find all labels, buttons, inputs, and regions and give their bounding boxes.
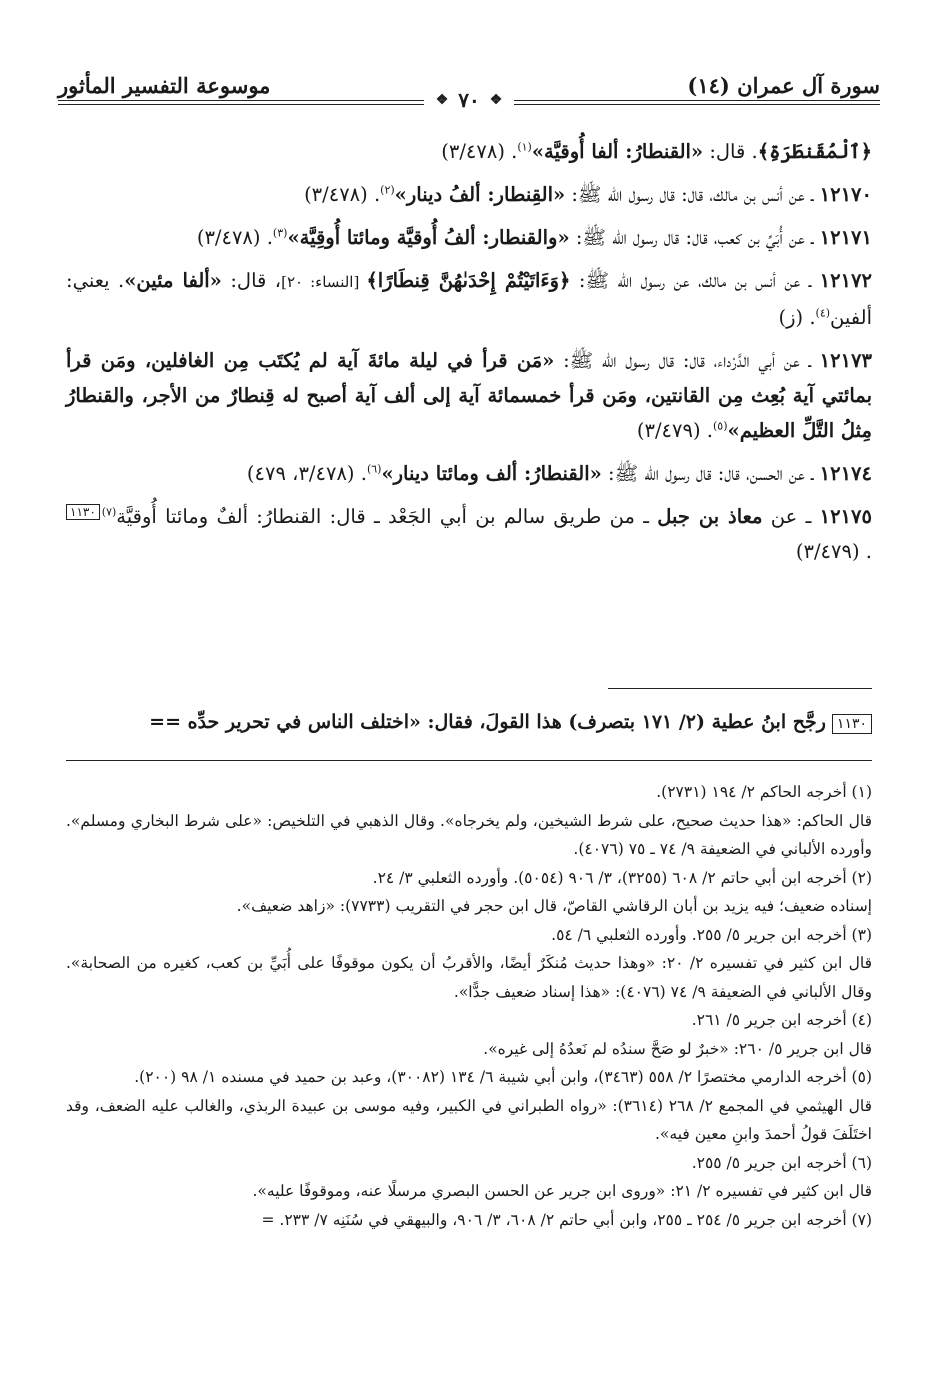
quoted-text: «والقنطار: ألفُ أُوقيَّة ومائتا أُوقِيَّة» bbox=[287, 226, 570, 249]
quoted-text: «القنطارُ: ألفا أُوقيَّة» bbox=[531, 140, 704, 163]
ornament-icon: ❖ bbox=[435, 92, 449, 108]
entry-text: ـ عن bbox=[762, 505, 820, 528]
footnote-marker: (١) bbox=[517, 140, 532, 154]
entry-number: ١٢١٧٤ bbox=[819, 462, 872, 485]
hadith-entry bbox=[66, 499, 872, 569]
volume-reference: . (٣/٤٧٩) bbox=[636, 419, 713, 442]
hadith-entry bbox=[66, 177, 872, 212]
entry-text: ـ من طريق سالم بن أبي الجَعْد ـ قال: القنطارُ: ألفٌ ومائتا أُوقيَّة bbox=[116, 505, 658, 528]
volume-reference: . (٣/٤٧٨، ٤٧٩) bbox=[246, 462, 367, 485]
volume-reference: . (ز) bbox=[778, 306, 816, 329]
footnote-marker: (٦) bbox=[366, 462, 382, 476]
entry-text: ـ عن أنس بن مالك، عن رسول الله ﷺ: bbox=[570, 269, 820, 292]
footnote-line: (٣) أخرجه ابن جرير ٥/ ٢٥٥. وأورده الثعلبي ٦/ ٥٤. bbox=[551, 925, 872, 944]
entry-text: ، قال: bbox=[221, 269, 282, 292]
footnote-line: (٦) أخرجه ابن جرير ٥/ ٢٥٥. bbox=[691, 1153, 872, 1172]
footnote-line: (٥) أخرجه الدارمي مختصرًا ٢/ ٥٥٨ (٣٤٦٣)، وابن أبي شيبة ٦/ ١٣٤ (٣٠٠٨٢)، وعبد بن حميد في مسنده ١/ ٩٨ (٢٠٠). bbox=[134, 1068, 872, 1086]
footnote-marker: (٢) bbox=[380, 183, 395, 197]
commentary-note bbox=[66, 706, 872, 738]
page-number-box bbox=[424, 88, 515, 112]
entry-number: ١٢١٧٣ bbox=[819, 349, 872, 372]
volume-reference: . (٣/٤٧٨) bbox=[196, 226, 273, 249]
entry-text: ـ عن أُبَيِّ بن كعب، قال: قال رسول الله ﷺ: bbox=[569, 226, 820, 249]
quoted-text: ﴿وَءَاتَيْتُمْ إِحْدَىٰهُنَّ قِنطَارًا﴾ bbox=[366, 269, 571, 292]
footnote-marker: (٧) bbox=[101, 505, 117, 519]
entry-number: ١٢١٧٠ bbox=[819, 183, 872, 206]
quoted-text: «القِنطار: ألفُ دينار» bbox=[394, 183, 566, 206]
quoted-text: ﴿ٱلْمُقَنطَرَةِ﴾ bbox=[757, 140, 872, 163]
page-number: ٧٠ bbox=[458, 88, 480, 112]
volume-reference: . (٣/٤٧٨) bbox=[441, 140, 518, 163]
entry-number: ١٢١٧١ bbox=[819, 226, 872, 249]
verse-reference: [النساء: ٢٠] bbox=[281, 273, 367, 291]
quoted-text: «مَن قرأ في ليلة مائةَ آية لم يُكتَب مِن الغافلين، ومَن قرأ بمائتي آية بُعِث مِن القانتين، ومَن قرأ خمسمائة آية إلى ألف آية أصبح له قِنطارٌ من الأجر، والقنطارُ مِثلُ التَّلِّ العظيم» bbox=[66, 349, 872, 442]
footnote-line: قال الحاكم: «هذا حديث صحيح، على شرط الشيخين، ولم يخرجاه». وقال الذهبي في التلخيص: «على شرط البخاري ومسلم». وأورده الألباني في الضعيفة ٩/ ٧٤ ـ ٧٥ (٤٠٧٦). bbox=[66, 811, 872, 858]
footnote-line: (٧) أخرجه ابن جرير ٥/ ٢٥٤ ـ ٢٥٥، وابن أبي حاتم ٢/ ٦٠٨، ٣/ ٩٠٦، والبيهقي في سُنَنِه ٧/ ٢٣٣. = bbox=[261, 1210, 872, 1229]
commentary-marker: ١١٣٠ bbox=[66, 504, 100, 520]
volume-reference: . (٣/٤٧٩) bbox=[795, 540, 872, 563]
footnote-line: قال ابن كثير في تفسيره ٢/ ٢٠: «وهذا حديث مُنكَرٌ أيضًا، والأقربُ أن يكون موقوفًا على أُبَيِّ بن كعب، كغيره من الصحابة». وقال الألباني في الضعيفة ٩/ ٧٤ (٤٠٧٦): «هذا إسناد ضعيف جدًّا». bbox=[66, 954, 872, 1001]
book-title: موسوعة التفسير المأثور bbox=[58, 73, 271, 98]
volume-reference: . (٣/٤٧٨) bbox=[304, 183, 381, 206]
ornament-icon: ❖ bbox=[489, 92, 503, 108]
entry-number: ١٢١٧٥ bbox=[819, 505, 872, 528]
footnote-marker: (٥) bbox=[712, 419, 728, 433]
entry-number: ١٢١٧٢ bbox=[819, 269, 872, 292]
footnote-marker: (٤) bbox=[815, 306, 831, 320]
footnotes bbox=[66, 778, 872, 1234]
entry-text: ـ عن أبي الدَّرْداء، قال: قال رسول الله ﷺ: bbox=[554, 349, 820, 372]
surah-title: سورة آل عمران (١٤) bbox=[687, 73, 880, 98]
quoted-text: «ألفا مئين» bbox=[124, 269, 222, 292]
footnote-line: (٢) أخرجه ابن أبي حاتم ٢/ ٦٠٨ (٣٢٥٥)، ٣/ ٩٠٦ (٥٠٥٤). وأورده الثعلبي ٣/ ٢٤. bbox=[372, 868, 872, 887]
footnote-line: (١) أخرجه الحاكم ٢/ ١٩٤ (٢٧٣١). bbox=[656, 783, 872, 801]
footnote-marker: (٣) bbox=[272, 226, 288, 240]
entry-text: . قال: bbox=[703, 140, 758, 163]
footnote-line: إسناده ضعيف؛ فيه يزيد بن أبان الرقاشي القاصّ، قال ابن حجر في التقريب (٧٧٣٣): «زاهد ضعيف». bbox=[236, 897, 872, 915]
commentary-separator bbox=[608, 688, 872, 689]
hadith-entry bbox=[66, 343, 872, 448]
page-number-area bbox=[0, 88, 938, 112]
quoted-text: معاذ بن جبل bbox=[657, 505, 763, 528]
hadith-entry bbox=[66, 220, 872, 255]
commentary-box-number: ١١٣٠ bbox=[832, 714, 872, 734]
footnote-separator bbox=[66, 760, 872, 761]
quoted-text: «القنطارُ: ألف ومائتا دينار» bbox=[381, 462, 602, 485]
hadith-entry bbox=[66, 456, 872, 491]
footnote-line: (٤) أخرجه ابن جرير ٥/ ٢٦١. bbox=[691, 1011, 872, 1029]
footnote-line: قال الهيثمي في المجمع ٢/ ٢٦٨ (٣٦١٤): «رواه الطبراني في الكبير، وفيه موسى بن عبيدة الربذي، والغالب عليه الضعف، وقد اختَلَفَ قولُ أحمدَ وابنِ معين فيه». bbox=[66, 1096, 872, 1143]
hadith-entry bbox=[66, 134, 872, 169]
footnote-line: قال ابن جرير ٥/ ٢٦٠: «خبرٌ لو صَحَّ سندُه لم نَعدُهُ إلى غيره». bbox=[483, 1039, 872, 1058]
entry-text: ـ عن أنس بن مالك، قال: قال رسول الله ﷺ: bbox=[565, 183, 820, 206]
hadith-entry bbox=[66, 263, 872, 335]
main-text bbox=[66, 134, 872, 577]
footnote-line: قال ابن كثير في تفسيره ٢/ ٢١: «وروى ابن جرير عن الحسن البصري مرسلًا عنه، وموقوفًا عليه». bbox=[252, 1182, 872, 1200]
entry-text: ـ عن الحسن، قال: قال رسول الله ﷺ: bbox=[601, 462, 820, 485]
commentary-text: رجَّح ابنُ عطية (٢/ ١٧١ بتصرف) هذا القولَ، فقال: «اختلف الناس في تحرير حدِّه == bbox=[149, 711, 826, 733]
entry-text: . يعني: ألفين bbox=[66, 269, 872, 329]
